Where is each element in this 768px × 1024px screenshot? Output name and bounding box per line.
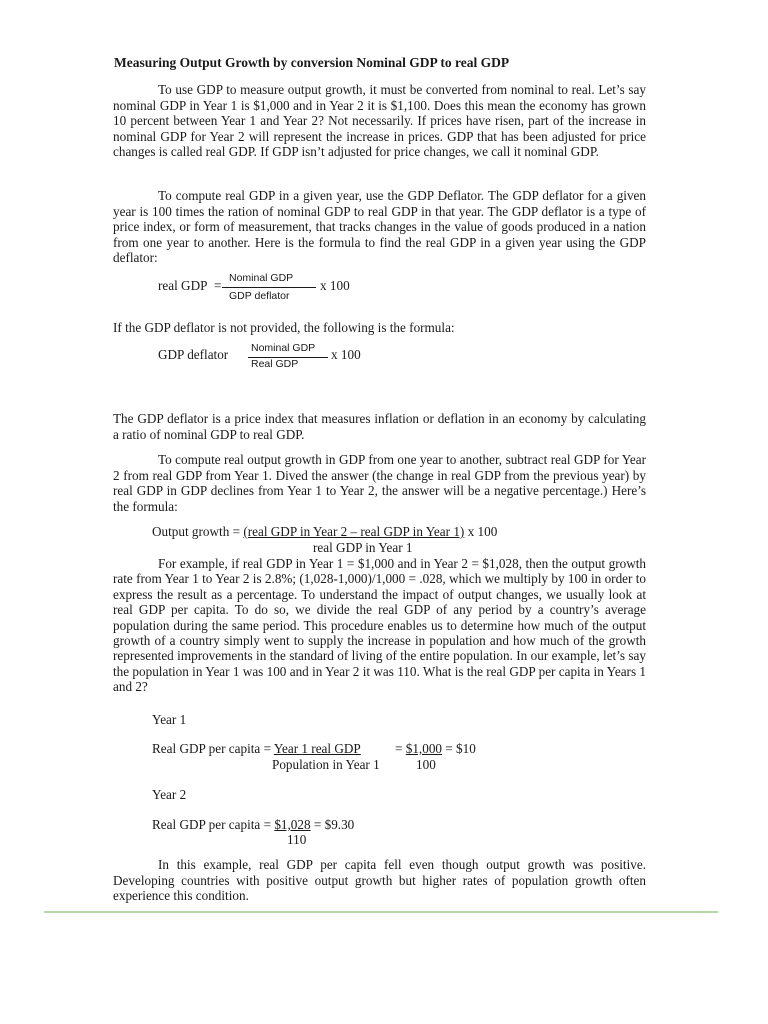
formula-output-growth-denominator: real GDP in Year 1 — [313, 540, 413, 555]
formula-real-gdp-denominator: GDP deflator — [229, 290, 290, 302]
footer-rule — [44, 911, 718, 913]
paragraph-conclusion: In this example, real GDP per capita fell even though output growth was positive. Developing countries with positive output growth but higher rates of population growth often experience this condition. — [113, 857, 646, 904]
paragraph-nominal-to-real: To use GDP to measure output growth, it must be converted from nominal to real. Let’s say nominal GDP in Year 1 is $1,000 and in Year 2 it is $1,100. Does this mean the economy has grown 10 percent between Year 1 and Year 2? Not necessarily. If prices have risen, part of the increase in nominal GDP for Year 2 will represent the increase in prices. GDP that has been adjusted for price changes is called real GDP. If GDP isn’t adjusted for price changes, we call it nominal GDP. — [113, 82, 646, 160]
formula-year1-denominator: Population in Year 1 — [272, 757, 380, 772]
formula-year2-lhs: Real GDP per capita = — [152, 817, 275, 832]
formula-year1-result: = $10 — [442, 741, 476, 756]
formula-gdp-deflator-lhs: GDP deflator — [158, 347, 229, 362]
year2-heading: Year 2 — [152, 787, 187, 802]
paragraph-gdp-deflator-intro: To compute real GDP in a given year, use the GDP Deflator. The GDP deflator for a given year is 100 times the ration of nominal GDP to real GDP in that year. The GDP deflator is a type of price index, or form of measurement, that tracks changes in the value of goods produced in a nation from one year to another. Here is the formula to find the real GDP in a given year using the GDP deflator: — [113, 188, 646, 266]
formula-year1-denominator-value: 100 — [416, 757, 436, 772]
formula-year2-line — [152, 817, 354, 833]
formula-year1-result-line — [395, 741, 476, 757]
formula-output-growth-numerator: (real GDP in Year 2 – real GDP in Year 1) — [243, 524, 465, 539]
formula-real-gdp-equals: = — [214, 278, 222, 293]
formula-output-growth-multiplier: x 100 — [464, 524, 498, 539]
formula-year2-result: = $9.30 — [310, 817, 355, 832]
formula-year2-numerator: $1,028 — [274, 817, 311, 832]
formula-real-gdp-multiplier: x 100 — [320, 278, 350, 293]
formula-real-gdp-numerator: Nominal GDP — [229, 272, 294, 284]
formula-gdp-deflator-multiplier: x 100 — [331, 347, 361, 362]
formula-real-gdp-fraction-bar — [222, 287, 316, 288]
formula-real-gdp-lhs: real GDP — [158, 278, 208, 293]
formula-year1-numerator-value: $1,000 — [405, 741, 442, 756]
paragraph-example-per-capita: For example, if real GDP in Year 1 = $1,000 and in Year 2 = $1,028, then the output growth rate from Year 1 to Year 2 is 2.8%; (1,028-1,000)/1,000 = .028, which we multiply by 100 in order to express the result as a percentage. To understand the impact of output changes, we usually look at real GDP per capita. To do so, we divide the real GDP of any period by a country’s average population during the same period. This procedure enables us to determine how much of the output growth of a country simply went to supply the increase in population and how much of the growth represented improvements in the standard of living of the entire population. In our example, let’s say the population in Year 1 was 100 and in Year 2 it was 110. What is the real GDP per capita in Years 1 and 2? — [113, 556, 646, 695]
formula-year1-numerator: Year 1 real GDP — [273, 741, 361, 756]
formula-year2-denominator: 110 — [287, 832, 307, 847]
paragraph-deflator-definition: The GDP deflator is a price index that measures inflation or deflation in an economy by calculating a ratio of nominal GDP to real GDP. — [113, 411, 646, 442]
paragraph-deflator-not-provided: If the GDP deflator is not provided, the following is the formula: — [113, 320, 455, 335]
paragraph-output-growth-method: To compute real output growth in GDP from one year to another, subtract real GDP for Year 2 from real GDP from Year 1. Dived the answer (the change in real GDP from the previous year) by real GDP in GDP declines from Year 1 to Year 2, the answer will be a negative percentage.) Here’s the formula: — [113, 452, 646, 514]
year1-heading: Year 1 — [152, 712, 187, 727]
formula-year1-lhs: Real GDP per capita = — [152, 741, 274, 756]
formula-gdp-deflator-numerator: Nominal GDP — [251, 342, 316, 354]
formula-gdp-deflator-denominator: Real GDP — [251, 358, 299, 370]
formula-output-growth-line — [152, 524, 497, 540]
formula-year1-line — [152, 741, 361, 757]
formula-year1-equals: = — [395, 741, 406, 756]
formula-output-growth-lhs: Output growth = — [152, 524, 244, 539]
page-title: Measuring Output Growth by conversion Nominal GDP to real GDP — [114, 55, 510, 70]
